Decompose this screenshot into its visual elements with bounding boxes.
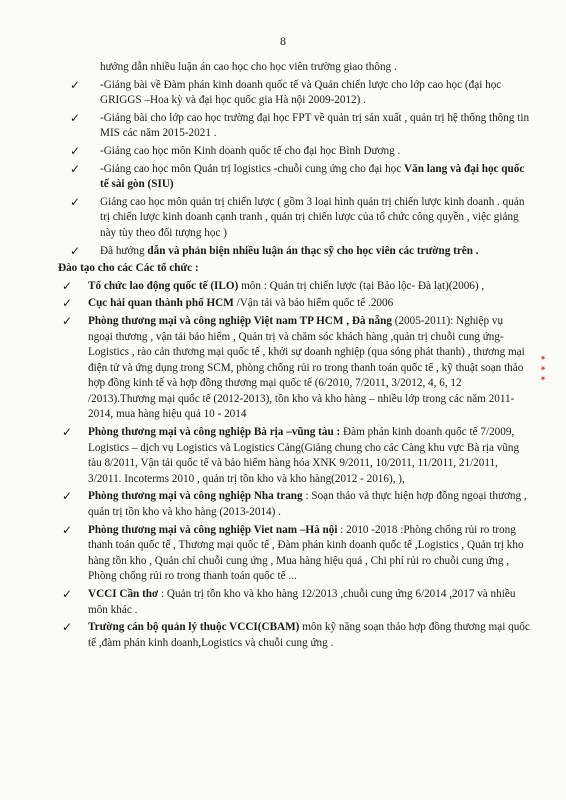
checkmark-icon: ✓ xyxy=(70,143,81,158)
checkmark-icon: ✓ xyxy=(62,522,73,537)
org-item: ✓ VCCI Cần thơ : Quản trị tồn kho và kho hàng 12/2013 ,chuỗi cung ứng 6/2014 ,2017 và nhiều môn khác . xyxy=(62,587,516,616)
list-item: ✓ Giảng cao học môn quản trị chiến lược ( gồm 3 loại hình quản trị chiến lược kinh doanh . quản trị chiến lược kinh doanh cạnh tranh , quản trị chiến lược của tổ chức công quyền , việc giảng này tùy theo đối tượng học ) xyxy=(70,194,525,239)
org-item: ✓ Phòng thương mại và công nghiệp Việt nam TP HCM , Đà nẵng (2005-2011): Nghiệp vụ ngoại thương , vận tải bảo hiểm , Quản trị và chăm sóc khách hàng ,quản trị chuỗi cung ứng- Logistics , rào cản thương mại quốc tế , khởi sự doanh nghiệp (qua sóng phát thanh) , thương mại điện tử và ứng dụng trong SCM, phòng chống rủi ro trong thanh toán quốc tế , kỹ thuật soạn thảo hợp đồng kinh tế và hợp đồng thương mại quốc tế (6/2010, 7/2011, 3/2012, 4, 6, 12 /2013).Thương mại quốc tế (2012-2013), tồn kho và kho hàng – nhiều lớp trong các năm 2011-2014, mua hàng hiệu quả 10 - 2014 xyxy=(62,313,525,421)
checkmark-icon: ✓ xyxy=(62,587,73,601)
list-item: ✓ -Giảng cao học môn Kinh doanh quốc tế cho đại học Bình Dương . xyxy=(70,143,401,158)
checkmark-icon: ✓ xyxy=(62,278,73,293)
checkmark-icon: ✓ xyxy=(62,313,73,328)
page-number: 8 xyxy=(280,34,286,48)
org-item: ✓ Trường cán bộ quản lý thuộc VCCI(CBAM) môn kỹ năng soạn thảo hợp đồng thương mại quốc tế ,đàm phán kinh doanh,Logistics và chuỗi cung ứng . xyxy=(62,620,530,649)
stamp-mark: ★ ★ ★ xyxy=(539,353,547,382)
checkmark-icon: ✓ xyxy=(62,489,73,504)
checkmark-icon: ✓ xyxy=(70,161,81,176)
checkmark-icon: ✓ xyxy=(70,110,81,125)
org-item: ✓ Phòng thương mại và công nghiệp Viet nam –Hà nội : 2010 -2018 :Phòng chống rủi ro trong thanh toán quốc tế , Thương mại quốc tế , Đàm phán kinh doanh quốc tế ,Logistics , Quản trị kho hàng tồn kho , Quản chỉ chuỗi cung ứng , Mua hàng hiệu quả , Chi phí rủi ro chuỗi cung ứng , Phòng chống rủi ro trong thanh toán quốc tế ... xyxy=(62,522,524,583)
org-item: ✓ Cục hải quan thành phố HCM /Vận tải và bảo hiểm quốc tế .2006 xyxy=(62,296,394,311)
list-item: ✓ -Giảng bài về Đàm phán kinh doanh quốc tế và Quản chiến lược cho lớp cao học (đại học GRIGGS –Hoa kỳ và đại học quốc gia Hà nội 2009-2012) . xyxy=(70,77,502,107)
checkmark-icon: ✓ xyxy=(70,194,81,209)
org-item: ✓ Phòng thương mại và công nghiệp Bà rịa –vũng tàu : Đàm phán kinh doanh quốc tế 7/2009, Logistics – dịch vụ Logistics và Logistics Cảng(Giảng chung cho các Càng khu vực Bà rịa vũng tàu 8/2011, Vận tải quốc tế và bảo hiểm hàng hóa XNK 9/2011, 10/2011, 11/2011, 21/2011, 3/2011. Incoterms 2010 , quản trị tồn kho và kho hàng(2012 - 2016), ), xyxy=(62,425,520,485)
checkmark-icon: ✓ xyxy=(62,620,73,635)
document-body xyxy=(58,60,530,653)
checkmark-icon: ✓ xyxy=(70,243,81,258)
checkmark-icon: ✓ xyxy=(70,77,81,92)
checkmark-icon: ✓ xyxy=(62,425,73,440)
list-item: hướng dẫn nhiều luận án cao học cho học viên trường giao thông . xyxy=(100,61,397,73)
org-item: ✓ Phòng thương mại và công nghiệp Nha trang : Soạn thảo và thực hiện hợp đồng ngoại thương , quản trị tồn kho và kho hàng (2013-2014) . xyxy=(62,489,527,519)
list-item: ✓ Đã hướng dẫn và phản biện nhiều luận án thạc sỹ cho học viên các trường trên . xyxy=(70,243,479,258)
section-title: Đào tạo cho các Các tổ chức : xyxy=(58,262,199,275)
list-item: ✓ -Giảng cao học môn Quản trị logistics -chuỗi cung ứng cho đại học Văn lang và đại học quốc tế sài gòn (SIU) xyxy=(70,161,525,191)
list-item: ✓ -Giảng bài cho lớp cao học trường đại học FPT về quản trị sản xuất , quản trị hệ thống thông tin MIS các năm 2015-2021 . xyxy=(70,110,530,140)
org-item: ✓ Tổ chức lao động quốc tế (ILO) môn : Quản trị chiến lược (tại Bảo lộc- Đà lạt)(2006) , xyxy=(62,278,485,293)
checkmark-icon: ✓ xyxy=(62,296,73,311)
